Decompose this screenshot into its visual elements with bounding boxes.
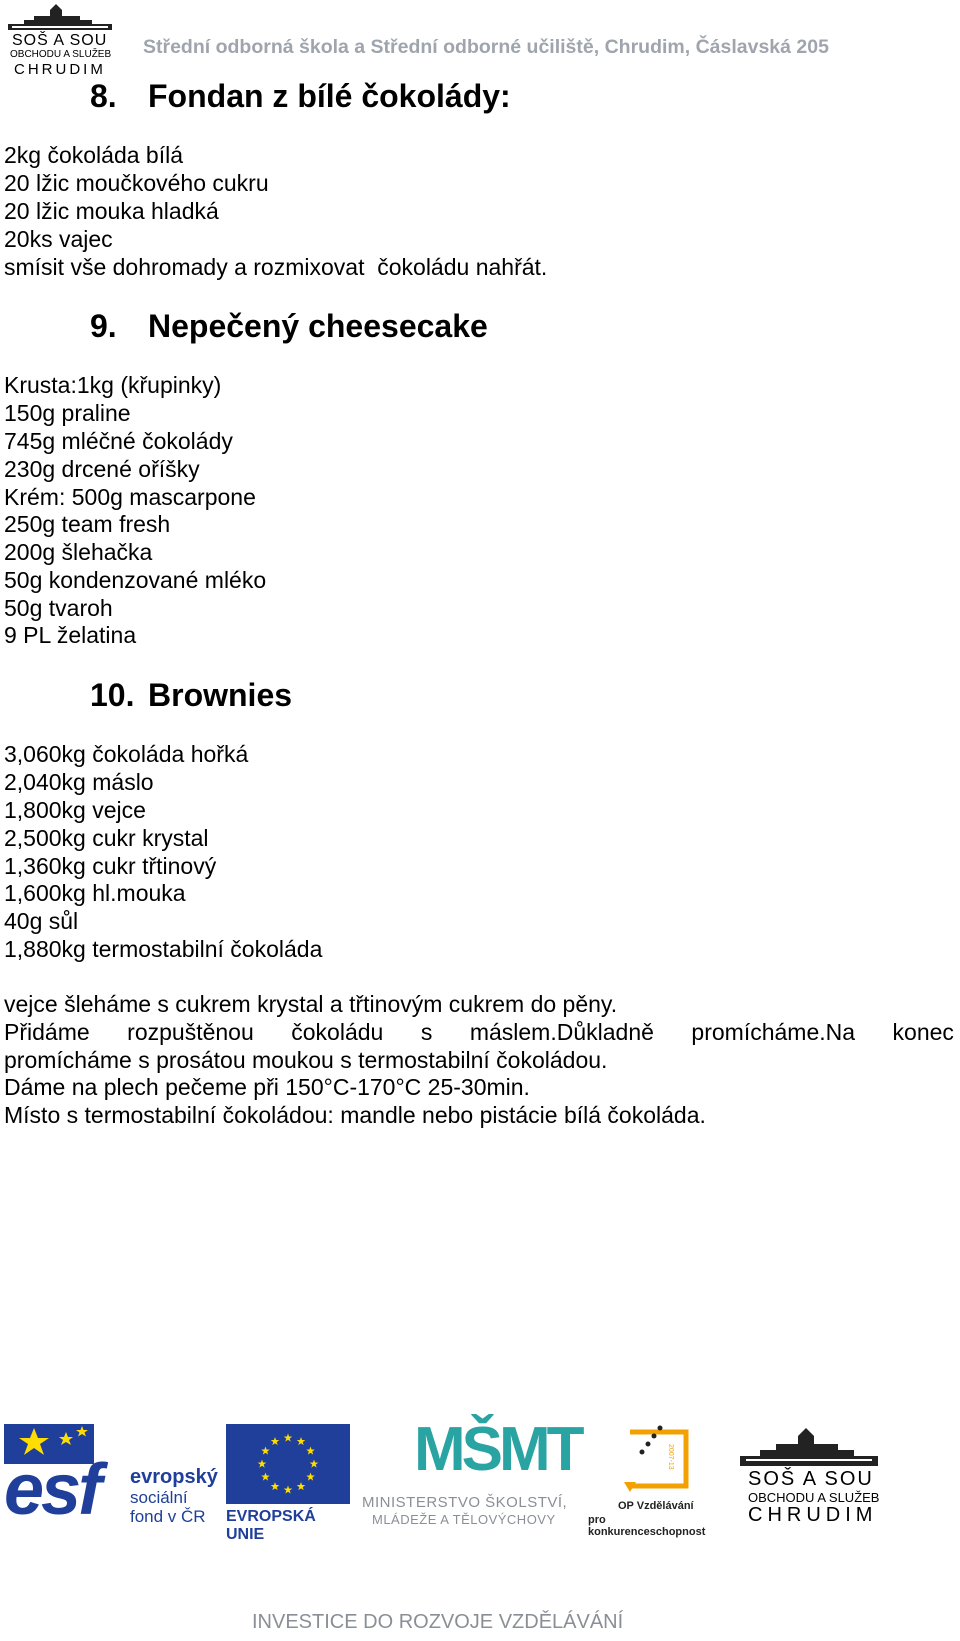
section9-number: 9. bbox=[90, 308, 117, 344]
section9-line: Krusta:1kg (křupinky) bbox=[4, 372, 222, 398]
section8-number: 8. bbox=[90, 78, 117, 114]
eu-flag-icon bbox=[226, 1424, 350, 1504]
ingredient-line: 1,800kg vejce bbox=[4, 797, 146, 823]
ingredient-line: 1,880kg termostabilní čokoláda bbox=[4, 936, 323, 962]
school-name: Střední odborná škola a Střední odborné učiliště, Chrudim, Čáslavská 205 bbox=[143, 36, 829, 58]
msmt-mark: MŠMT bbox=[414, 1415, 581, 1484]
esf-line3: fond v ČR bbox=[130, 1507, 206, 1526]
header-logo-line3: CHRUDIM bbox=[14, 61, 106, 78]
ingredient-line: 1,360kg cukr třtinový bbox=[4, 853, 217, 879]
step-line: vejce šleháme s cukrem krystal a třtinovým cukrem do pěny. bbox=[4, 991, 618, 1017]
section9-line: 230g drcené oříšky bbox=[4, 456, 200, 482]
step-line: Dáme na plech pečeme při 150°C-170°C 25-30min. bbox=[4, 1074, 530, 1100]
castle-icon bbox=[736, 1426, 882, 1468]
step-word: promícháme.Na bbox=[691, 1019, 856, 1045]
section10-heading bbox=[90, 677, 292, 714]
msmt-line1: MINISTERSTVO ŠKOLSTVÍ, bbox=[362, 1494, 568, 1511]
step-line: promícháme s prosátou moukou s termostabilní čokoládou. bbox=[4, 1047, 608, 1073]
section8-line: 20 lžic moučkového cukru bbox=[4, 170, 269, 196]
step-word: máslem.Důkladně bbox=[469, 1019, 654, 1045]
esf-line1: evropský bbox=[130, 1466, 218, 1488]
esf-mark: esf bbox=[4, 1450, 100, 1530]
section10-number: 10. bbox=[90, 677, 135, 713]
op-years: 2007-13 bbox=[667, 1444, 674, 1470]
op-arrow-icon bbox=[620, 1422, 696, 1496]
header-logo-line2: OBCHODU A SLUŽEB bbox=[10, 49, 112, 60]
footer-school-logo bbox=[736, 1426, 882, 1530]
step-word: konec bbox=[892, 1019, 954, 1045]
msmt-logo bbox=[362, 1415, 581, 1530]
step-word: Přidáme bbox=[4, 1019, 90, 1045]
op-line2: pro konkurenceschopnost bbox=[588, 1514, 706, 1538]
msmt-line2: MLÁDEŽE A TĚLOVÝCHOVY bbox=[372, 1512, 556, 1527]
ingredient-line: 1,600kg hl.mouka bbox=[4, 880, 186, 906]
section9-line: Krém: 500g mascarpone bbox=[4, 484, 256, 510]
header-logo-line1: SOŠ A SOU bbox=[12, 32, 108, 49]
step-line: Místo s termostabilní čokoládou: mandle nebo pistácie bílá čokoláda. bbox=[4, 1102, 706, 1128]
section9-line: 50g tvaroh bbox=[4, 595, 113, 621]
section8-line: smísit vše dohromady a rozmixovat čokoládu nahřát. bbox=[4, 254, 548, 280]
ingredient-line: 2,500kg cukr krystal bbox=[4, 825, 209, 851]
eu-logo bbox=[226, 1424, 354, 1543]
footer-school-line3: CHRUDIM bbox=[748, 1504, 878, 1526]
section9-line: 250g team fresh bbox=[4, 511, 171, 537]
section8-line: 2kg čokoláda bílá bbox=[4, 142, 184, 168]
section9-line: 150g praline bbox=[4, 400, 131, 426]
section9-heading bbox=[90, 308, 488, 345]
footer-school-line1: SOŠ A SOU bbox=[748, 1468, 874, 1490]
section8-line: 20ks vajec bbox=[4, 226, 113, 252]
section9-line: 9 PL želatina bbox=[4, 622, 137, 648]
eu-label: EVROPSKÁ UNIE bbox=[226, 1508, 316, 1543]
ingredient-line: 3,060kg čokoláda hořká bbox=[4, 741, 249, 767]
step-word: rozpuštěnou bbox=[127, 1019, 254, 1045]
esf-line2: sociální bbox=[130, 1488, 188, 1507]
esf-logo bbox=[4, 1424, 220, 1534]
section8-line: 20 lžic mouka hladká bbox=[4, 198, 219, 224]
footer-tagline: INVESTICE DO ROZVOJE VZDĚLÁVÁNÍ bbox=[252, 1611, 624, 1633]
section10-title: Brownies bbox=[148, 677, 293, 713]
ingredient-line: 40g sůl bbox=[4, 908, 79, 934]
castle-icon bbox=[4, 2, 116, 32]
step-word: čokoládu bbox=[291, 1019, 384, 1045]
section9-line: 745g mléčné čokolády bbox=[4, 428, 233, 454]
ingredient-line: 2,040kg máslo bbox=[4, 769, 154, 795]
section9-line: 50g kondenzované mléko bbox=[4, 567, 267, 593]
section8-heading bbox=[90, 78, 511, 115]
op-line1: OP Vzdělávání bbox=[618, 1500, 694, 1512]
section9-line: 200g šlehačka bbox=[4, 539, 153, 565]
header-logo bbox=[4, 2, 116, 78]
footer-school-line2: OBCHODU A SLUŽEB bbox=[748, 1490, 880, 1505]
op-logo bbox=[586, 1422, 726, 1538]
section8-title: Fondan z bílé čokolády: bbox=[148, 78, 511, 114]
step-word: s bbox=[420, 1019, 433, 1045]
section9-title: Nepečený cheesecake bbox=[148, 308, 488, 344]
step-line-justified bbox=[4, 1018, 954, 1047]
